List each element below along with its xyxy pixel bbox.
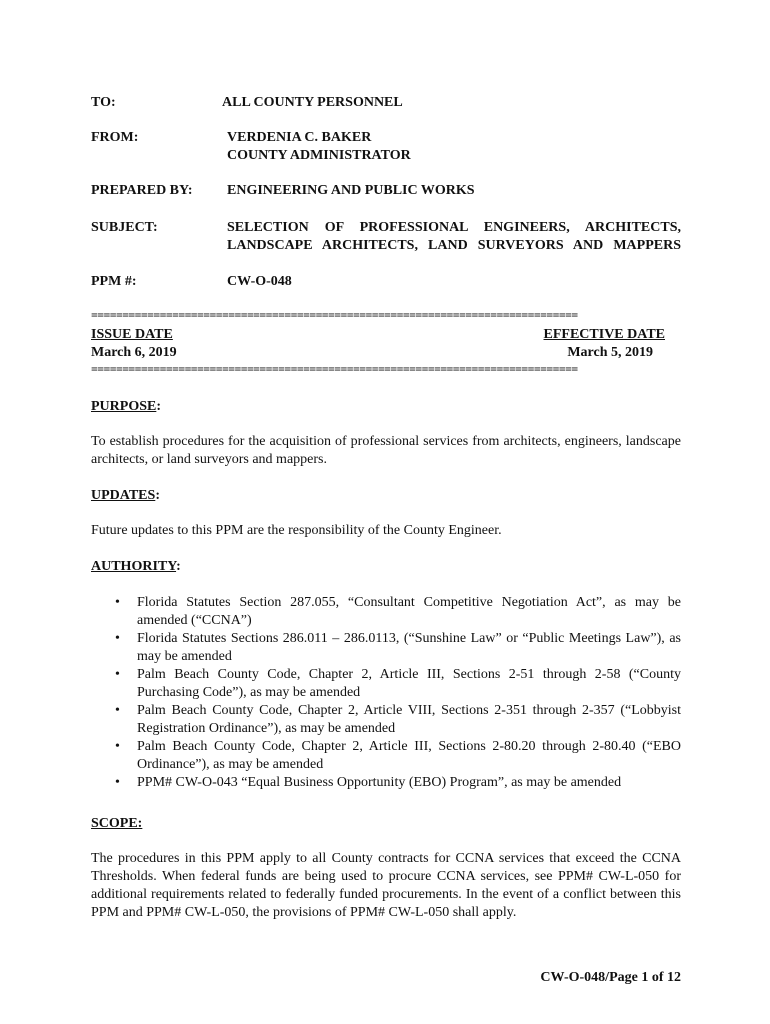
to-value: ALL COUNTY PERSONNEL	[222, 95, 403, 110]
to-label: TO:	[91, 95, 116, 110]
list-item: • Florida Statutes Sections 286.011 – 286.0113, (“Sunshine Law” or “Public Meetings Law”), as may be amended	[115, 631, 681, 664]
subject-line-2: LANDSCAPE ARCHITECTS, LAND SURVEYORS AND MAPPERS	[227, 238, 681, 253]
bullet-icon: •	[115, 595, 120, 610]
separator-bottom: ==============================================================================	[91, 364, 578, 374]
list-item: • Palm Beach County Code, Chapter 2, Article VIII, Sections 2-351 through 2-357 (“Lobbyist Registration Ordinance”), as may be amended	[115, 703, 681, 736]
issue-date-value: March 6, 2019	[91, 345, 177, 360]
updates-heading	[91, 487, 160, 505]
scope-heading: SCOPE:	[91, 816, 143, 831]
ppm-value: CW-O-048	[227, 274, 292, 289]
issue-date-label: ISSUE DATE	[91, 327, 173, 342]
purpose-title: PURPOSE	[91, 399, 157, 414]
from-title: COUNTY ADMINISTRATOR	[227, 148, 411, 163]
authority-colon: :	[176, 559, 181, 574]
subject-line-1: SELECTION OF PROFESSIONAL ENGINEERS, ARCHITECTS,	[227, 220, 681, 235]
bullet-icon: •	[115, 739, 120, 754]
effective-date-label: EFFECTIVE DATE	[543, 327, 665, 342]
bullet-icon: •	[115, 775, 120, 790]
bullet-icon: •	[115, 667, 120, 682]
authority-list	[91, 594, 681, 792]
bullet-icon: •	[115, 631, 120, 646]
prepared-label: PREPARED BY:	[91, 183, 193, 198]
purpose-colon: :	[156, 399, 162, 414]
page-footer: CW-O-048/Page 1 of 12	[540, 970, 681, 985]
from-label: FROM:	[91, 130, 139, 145]
purpose-text: To establish procedures for the acquisition of professional services from architects, engineers, landscape architects, or land surveyors and mappers.	[91, 434, 681, 467]
effective-date-value: March 5, 2019	[567, 345, 653, 360]
subject-label: SUBJECT:	[91, 220, 158, 235]
updates-text: Future updates to this PPM are the responsibility of the County Engineer.	[91, 523, 502, 538]
list-item: • Florida Statutes Section 287.055, “Consultant Competitive Negotiation Act”, as may be amended (“CCNA”)	[115, 595, 681, 628]
updates-colon: :	[155, 488, 160, 503]
list-item: • PPM# CW-O-043 “Equal Business Opportunity (EBO) Program”, as may be amended	[115, 775, 622, 790]
authority-title: AUTHORITY	[91, 559, 177, 574]
from-value	[227, 129, 411, 165]
list-item: • Palm Beach County Code, Chapter 2, Article III, Sections 2-80.20 through 2-80.40 (“EBO Ordinance”), as may be amended	[115, 739, 681, 772]
updates-title: UPDATES	[91, 488, 156, 503]
bullet-icon: •	[115, 703, 120, 718]
scope-text: The procedures in this PPM apply to all County contracts for CCNA services that exceed the CCNA Thresholds. When federal funds are being used to procure CCNA services, see PPM# CW-L-050 for additional requirements related to federally funded procurements. In the event of a conflict between this PPM and PPM# CW-L-050, the provisions of PPM# CW-L-050 shall apply.	[91, 851, 681, 920]
prepared-value: ENGINEERING AND PUBLIC WORKS	[227, 183, 475, 198]
authority-heading	[91, 558, 181, 576]
from-name: VERDENIA C. BAKER	[227, 130, 372, 145]
separator-top: ==============================================================================	[91, 310, 578, 320]
purpose-heading	[91, 398, 161, 416]
subject-value	[227, 219, 681, 255]
ppm-label: PPM #:	[91, 274, 137, 289]
list-item: • Palm Beach County Code, Chapter 2, Article III, Sections 2-51 through 2-58 (“County Purchasing Code”), as may be amended	[115, 667, 681, 700]
